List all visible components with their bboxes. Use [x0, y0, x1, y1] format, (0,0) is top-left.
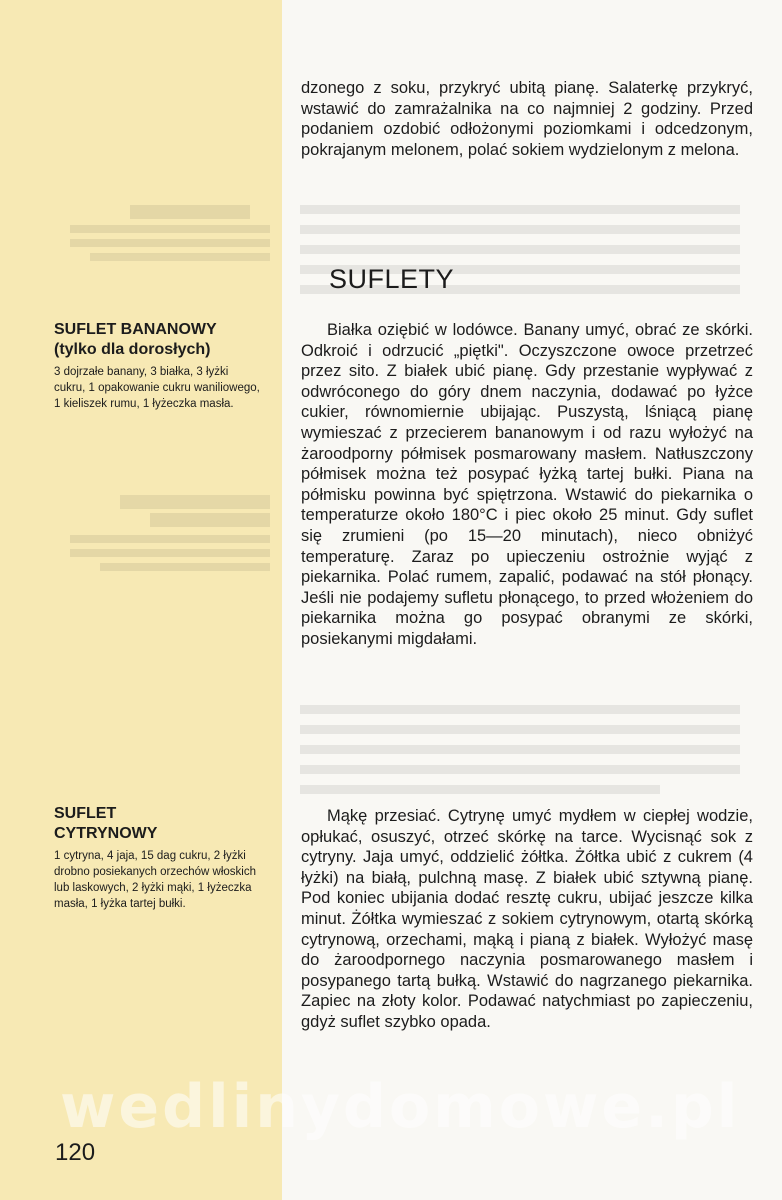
recipe-title: [54, 804, 260, 844]
recipe-title: [54, 320, 260, 360]
page-number: 120: [55, 1139, 96, 1166]
recipe-instructions-lemon: Mąkę przesiać. Cytrynę umyć mydłem w ciepłej wodzie, opłukać, osuszyć, otrzeć skórkę na tarce. Wycisnąć sok z cytryny. Jaja umyć, oddzielić żółtka. Żółtka ubić z cukrem (4 łyżki) na białą, pulchną masę. Z białek ubić sztywną pianę. Pod koniec ubijania dodać resztę cukru, ubijać jeszcze kilka minut. Żółtka wymieszać z sokiem cytrynowym, otartą skórką cytrynową, orzechami, mąką i pianą z białek. Wyłożyć masę do żaroodpornego naczynia posmarowanego masłem i posypanego tartą bułką. Wstawić do nagrzanego piekarnika. Zapiec na złoty kolor. Podawać natychmiast po zapieczeniu, gdyż suflet szybko opada.: [301, 807, 753, 1031]
recipe-title-line2: CYTRYNOWY: [54, 825, 158, 842]
intro-paragraph: dzonego z soku, przykryć ubitą pianę. Salaterkę przykryć, wstawić do zamrażalnika na co najmniej 2 godziny. Przed podaniem ozdobić odłożonymi poziomkami i odcedzonym, pokrajanym melonem, polać sokiem wydzielonym z melona.: [301, 79, 753, 159]
recipe-title-line1: SUFLET: [54, 805, 117, 822]
watermark: wedlinydomowe.pl: [60, 1072, 741, 1142]
recipe-sidebar-lemon: [54, 804, 260, 912]
recipe-ingredients: 1 cytryna, 4 jaja, 15 dag cukru, 2 łyżki drobno posiekanych orzechów włoskich lub laskowych, 2 łyżki mąki, 1 łyżeczka masła, 1 łyżka tartej bułki.: [54, 850, 256, 910]
recipe-title-line1: SUFLET BANANOWY: [54, 321, 217, 338]
section-heading: SUFLETY: [329, 264, 455, 294]
bleed-through-texture: [40, 205, 270, 295]
bleed-through-texture: [300, 705, 750, 815]
recipe-instructions-banana: Białka oziębić w lodówce. Banany umyć, obrać ze skórki. Odkroić i odrzucić „piętki". Oczyszczone owoce przetrzeć przez sito. Z białek ubić pianę. Gdy przestanie wypływać z odwróconego do góry dnem naczynia, dodawać po łyżce cukier, równomiernie ubijając. Puszystą, lśniącą pianę wymieszać z przecierem bananowym i od razu wyłożyć na żaroodporny półmisek posmarowany masłem. Natłuszczony półmisek można też posypać łyżką tartej bułki. Piana na półmisku powinna być spiętrzona. Wstawić do piekarnika o temperaturze około 180°C i piec około 25 minut. Gdy suflet się zrumieni (po 15—20 minutach), nieco obniżyć temperaturę. Zaraz po upieczeniu ostrożnie wyjąć z piekarnika. Polać rumem, zapalić, podawać na stół płonący. Jeśli nie podajemy sufletu płonącego, to przed włożeniem do piekarnika można go posypać obranymi ze skórki, posiekanymi migdałami.: [301, 321, 753, 648]
recipe-ingredients: 3 dojrzałe banany, 3 białka, 3 łyżki cukru, 1 opakowanie cukru waniliowego, 1 kieliszek rumu, 1 łyżeczka masła.: [54, 366, 260, 410]
bleed-through-texture: [50, 495, 280, 615]
recipe-title-line2: (tylko dla dorosłych): [54, 341, 211, 358]
recipe-sidebar-banana: [54, 320, 260, 412]
